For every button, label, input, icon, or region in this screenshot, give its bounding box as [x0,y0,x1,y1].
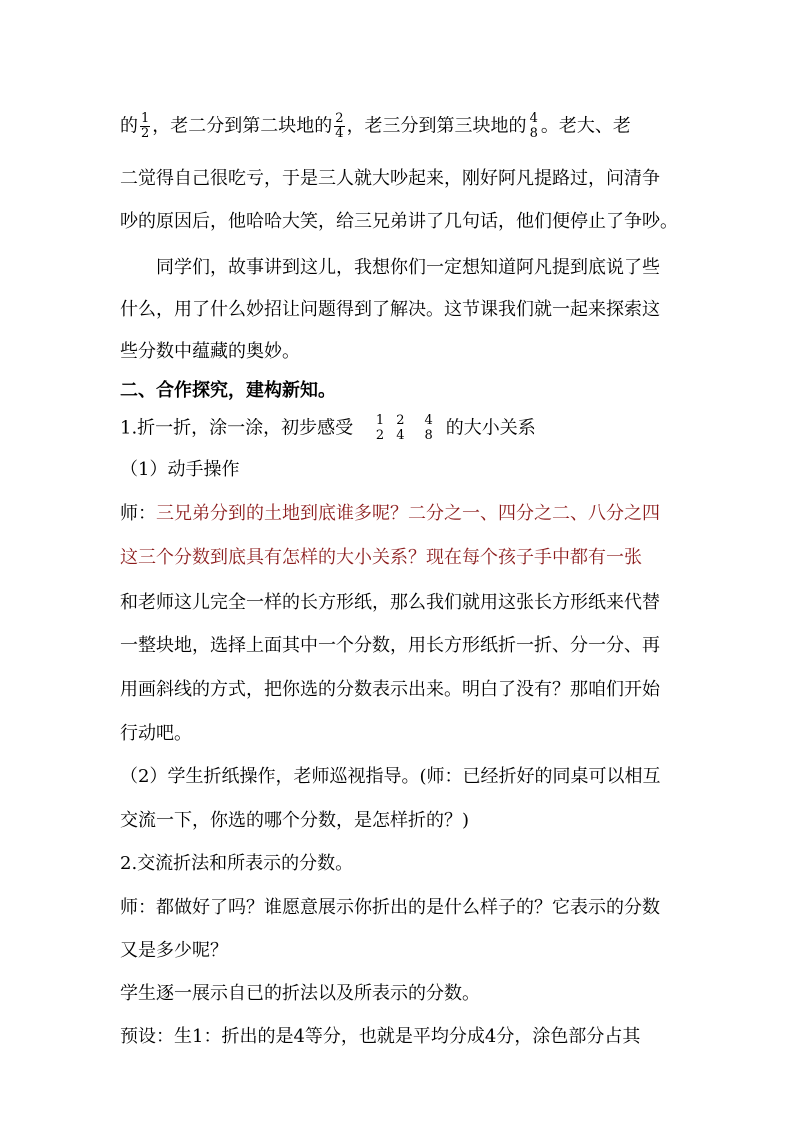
item-1 [120,414,536,443]
paragraph-line-6: 些分数中蕴藏的奥妙。 [120,341,300,362]
teacher-line-2 [120,546,642,570]
fraction-four-eighths: 4 8 [424,413,433,443]
teacher-line-3: 和老师这儿完全一样的长方形纸，那么我们就用这张长方形纸来代替 [120,592,660,613]
fraction-two-quarters: 2 4 [396,413,405,443]
teacher-line-1 [120,502,660,526]
teacher-line-4: 一整块地，选择上面其中一个分数，用长方形纸折一折、分一分、再 [120,635,660,656]
teacher-line-5: 用画斜线的方式，把你选的分数表示出来。明白了没有？那咱们开始 [120,679,660,700]
sub-item-2-line-2: 交流一下，你选的哪个分数，是怎样折的？) [120,810,470,831]
paragraph-line-5: 什么，用了什么妙招让问题得到了解决。这节课我们就一起来探索这 [120,299,660,320]
speaker-label: 师： [120,503,156,524]
fraction-one-half: $\frac{1}{2}$ [141,111,150,141]
fraction-two-quarters: $\frac{2}{4}$ [335,111,344,141]
teacher2-line-1: 师：都做好了吗？谁愿意展示你折出的是什么样子的？它表示的分数 [120,897,660,918]
sub-item-1: （1）动手操作 [120,459,240,480]
teacher-line-6: 行动吧。 [120,723,192,744]
preset-line: 预设：生1：折出的是4等分，也就是平均分成4分，涂色部分占其 [120,1026,641,1047]
paragraph-line-3: 吵的原因后，他哈哈大笑，给三兄弟讲了几句话，他们便停止了争吵。 [120,211,678,232]
text-segment: 的 [120,115,138,137]
text-segment: 。老大、老 [540,115,631,137]
students-show-line: 学生逐一展示自已的折法以及所表示的分数。 [120,983,480,1004]
item-1-prefix: 1.折一折，涂一涂，初步感受 [120,417,354,439]
teacher2-line-2: 又是多少呢？ [120,940,228,961]
text-segment: ，老三分到第三块地的 [346,115,527,137]
section-heading-2: 二、合作探究，建构新知。 [120,380,336,401]
item-1-suffix: 的大小关系 [445,417,536,439]
item-2: 2.交流折法和所表示的分数。 [120,853,354,874]
paragraph-line-4: 同学们，故事讲到这儿，我想你们一定想知道阿凡提到底说了些 [156,257,660,278]
fraction-one-half: 1 2 [375,413,385,443]
paragraph-line-1 [120,112,631,141]
fraction-four-eighths: 4 8 [529,111,538,141]
sub-item-2-line-1: （2）学生折纸操作，老师巡视指导。(师：已经折好的同桌可以相互 [120,766,661,787]
text-segment: ，老二分到第二块地的 [152,115,333,137]
teacher-speech: 这三个分数到底具有怎样的大小关系？现在每个孩子手中都有一张 [120,547,642,568]
teacher-speech: 三兄弟分到的土地到底谁多呢？二分之一、四分之二、八分之四 [156,503,660,524]
paragraph-line-2: 二觉得自己很吃亏，于是三人就大吵起来，刚好阿凡提路过，问清争 [120,168,660,189]
